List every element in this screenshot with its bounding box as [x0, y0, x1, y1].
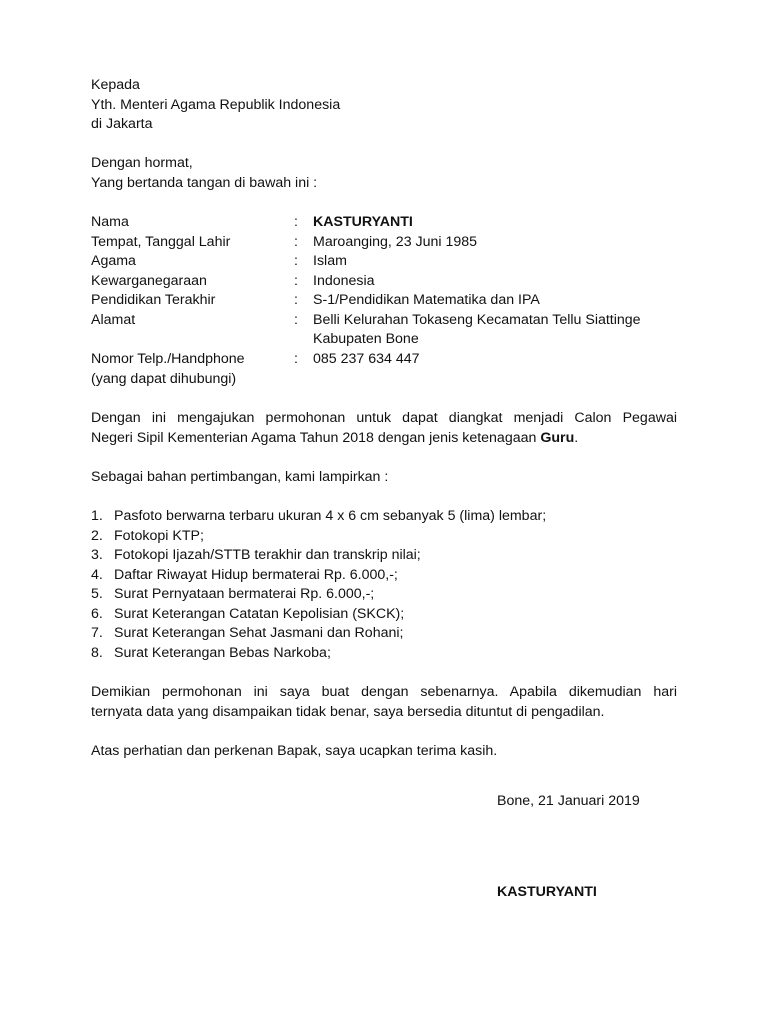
address-value-line2: Kabupaten Bone [313, 331, 419, 347]
closing-line-1: Demikian permohonan ini saya buat dengan sebenarnya. Apabila dikemudian hari [91, 684, 677, 700]
list-item-number: 6. [91, 606, 103, 622]
phone-colon: : [294, 351, 298, 367]
phone-value: 085 237 634 447 [313, 351, 420, 367]
phone-label: Nomor Telp./Handphone [91, 351, 245, 367]
list-item: Fotokopi Ijazah/STTB terakhir dan transkrip nilai; [114, 547, 421, 563]
religion-colon: : [294, 253, 298, 269]
religion-label: Agama [91, 253, 136, 269]
list-item-number: 4. [91, 567, 103, 583]
request-paragraph [91, 409, 677, 448]
address-colon: : [294, 312, 298, 328]
thanks-text: Atas perhatian dan perkenan Bapak, saya ucapkan terima kasih. [91, 743, 498, 759]
birth-value: Maroanging, 23 Juni 1985 [313, 234, 478, 250]
recipient-location: di Jakarta [91, 116, 153, 132]
list-item-number: 8. [91, 645, 103, 661]
recipient-heading: Kepada [91, 77, 140, 93]
recipient-name: Yth. Menteri Agama Republik Indonesia [91, 97, 341, 113]
address-value-line1: Belli Kelurahan Tokaseng Kecamatan Tellu Siattinge [313, 312, 641, 328]
phone-sublabel: (yang dapat dihubungi) [91, 371, 237, 387]
list-item: Surat Keterangan Sehat Jasmani dan Rohani; [114, 625, 404, 641]
request-line-2-text: Negeri Sipil Kementerian Agama Tahun 2018 dengan jenis ketenagaan [91, 429, 541, 446]
list-item-number: 3. [91, 547, 103, 563]
citizenship-value: Indonesia [313, 273, 375, 289]
closing-paragraph [91, 683, 677, 722]
education-value: S-1/Pendidikan Matematika dan IPA [313, 292, 540, 308]
salutation: Dengan hormat, [91, 155, 193, 171]
list-item: Daftar Riwayat Hidup bermaterai Rp. 6.000,-; [114, 567, 398, 583]
birth-colon: : [294, 234, 298, 250]
closing-line-2: ternyata data yang disampaikan tidak benar, saya bersedia dituntut di pengadilan. [91, 703, 605, 720]
citizenship-colon: : [294, 273, 298, 289]
name-value: KASTURYANTI [313, 214, 413, 230]
religion-value: Islam [313, 253, 347, 269]
request-line-1: Dengan ini mengajukan permohonan untuk dapat diangkat menjadi Calon Pegawai [91, 410, 677, 426]
list-item: Surat Pernyataan bermaterai Rp. 6.000,-; [114, 586, 375, 602]
signatory-name: KASTURYANTI [497, 884, 597, 900]
list-item-number: 1. [91, 508, 103, 524]
request-line-2-end: . [574, 429, 579, 446]
attachments-intro: Sebagai bahan pertimbangan, kami lampirkan : [91, 469, 389, 485]
list-item: Fotokopi KTP; [114, 528, 204, 544]
list-item: Surat Keterangan Bebas Narkoba; [114, 645, 331, 661]
list-item-number: 5. [91, 586, 103, 602]
request-job-type: Guru [540, 429, 575, 446]
citizenship-label: Kewarganegaraan [91, 273, 207, 289]
birth-label: Tempat, Tanggal Lahir [91, 234, 231, 250]
education-label: Pendidikan Terakhir [91, 292, 216, 308]
list-item-number: 7. [91, 625, 103, 641]
name-label: Nama [91, 214, 129, 230]
list-item: Pasfoto berwarna terbaru ukuran 4 x 6 cm sebanyak 5 (lima) lembar; [114, 508, 547, 524]
address-label: Alamat [91, 312, 136, 328]
education-colon: : [294, 292, 298, 308]
place-date: Bone, 21 Januari 2019 [497, 793, 640, 809]
name-colon: : [294, 214, 298, 230]
intro-text: Yang bertanda tangan di bawah ini : [91, 175, 318, 191]
list-item: Surat Keterangan Catatan Kepolisian (SKCK); [114, 606, 405, 622]
request-line-2 [91, 429, 677, 449]
list-item-number: 2. [91, 528, 103, 544]
